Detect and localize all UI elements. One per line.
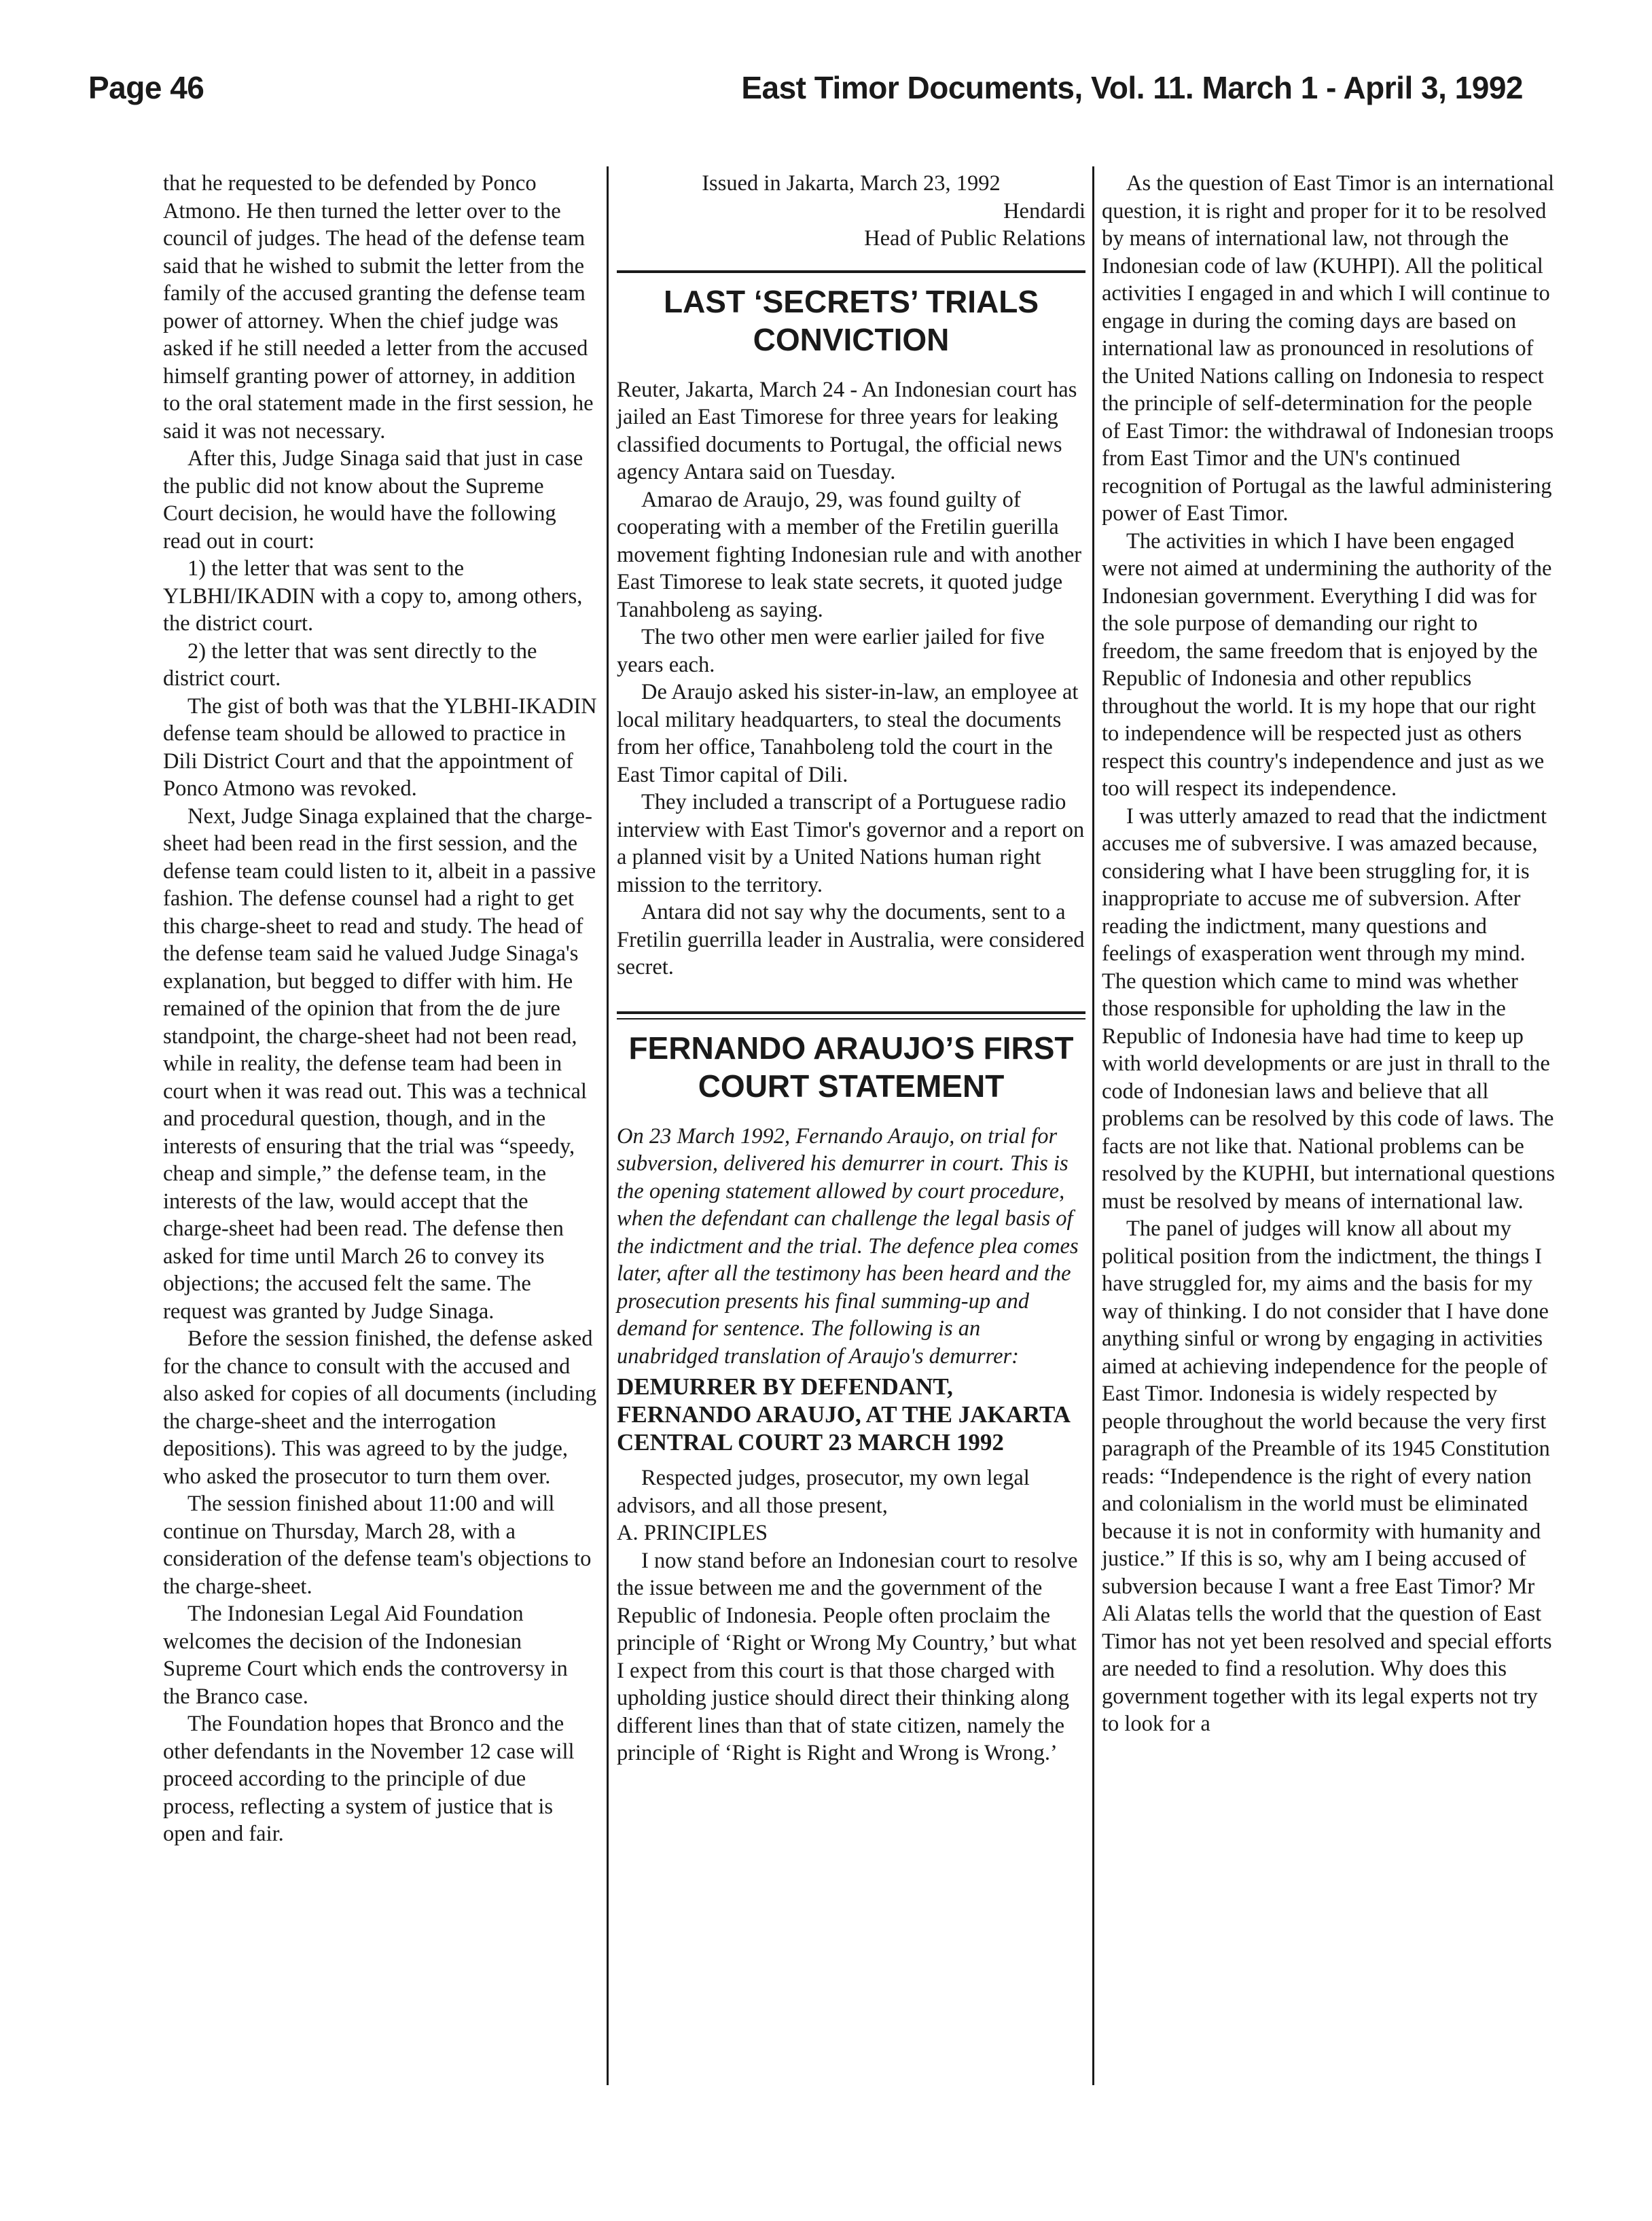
paragraph: Next, Judge Sinaga explained that the charge-sheet had been read in the first session, and the defense team could listen to it, albeit in a passive fashion. The defense counsel had a right to get this charge-sheet to read and study. The head of the defense team said he valued Judge Sinaga's explanation, but begged to differ with him. He remained of the opinion that from the de jure standpoint, the charge-sheet had not been read, while in reality, the defense team had been in court when it was read out. This was a technical and procedural question, though, and in the interests of ensuring that the trial was “speedy, cheap and simple,” the defense team, in the interests of the law, would accept that the charge-sheet had been read. The defense then asked for time until March 26 to convey its objections; the accused felt the same. The request was granted by Judge Sinaga.: [163, 803, 596, 1324]
salutation: Respected judges, prosecutor, my own legal advisors, and all those present,: [617, 1466, 1030, 1518]
paragraph: The panel of judges will know all about my political position from the indictment, the things I have struggled for, my aims and the basis for my way of thinking. I do not consider that I have done anything sinful or wrong by engaging in activities aimed at achieving independence for the people of East Timor. Indonesia is widely respected by people throughout the world because the very first paragraph of the Preamble of its 1945 Constitution reads: “Independence is the right of every nation and colonialism in the world must be eliminated because it is not in conformity with humanity and justice.” If this is so, why am I being accused of subversion because I want a free East Timor? Mr Ali Alatas tells the world that the question of East Timor has not yet been resolved and special efforts are needed to find a resolution. Why does this government together with its legal experts not try to look for a: [1102, 1216, 1552, 1736]
article-headline: FERNANDO ARAUJO’S FIRST COURT STATEMENT: [628, 1030, 1074, 1104]
issued-line: Issued in Jakarta, March 23, 1992: [702, 171, 1001, 196]
document-subheading: DEMURRER BY DEFENDANT, FERNANDO ARAUJO, AT THE JAKARTA CENTRAL COURT 23 MARCH 1992: [617, 1373, 1070, 1456]
section-label: A. PRINCIPLES: [617, 1521, 768, 1545]
paragraph: Before the session finished, the defense asked for the chance to consult with the accused and also asked for copies of all documents (including the charge-sheet and the interrogation depositions). This was agreed to by the judge, who asked the prosecutor to turn them over.: [163, 1326, 597, 1489]
paragraph: The Indonesian Legal Aid Foundation welcomes the decision of the Indonesian Supreme Court which ends the controversy in the Branco case.: [163, 1602, 568, 1709]
running-header: East Timor Documents, Vol. 11. March 1 - April 3, 1992: [741, 70, 1523, 105]
signer-name: Hendardi: [1003, 198, 1085, 223]
section-rule-thin: [617, 1018, 1085, 1019]
paragraph: I was utterly amazed to read that the indictment accuses me of subversive. I was amazed because, considering what I have been struggling for, it is inappropriate to accuse me of subversion. After reading the indictment, many questions and feelings of exasperation went through my mind. The question which came to mind was whether those responsible for upholding the law in the Republic of Indonesia have had time to keep up with world developments or are just in thrall to the code of Indonesian laws and believe that all problems can be resolved by this code of laws. The facts are not like that. National problems can be resolved by the KUPHI, but international questions must be resolved by means of international law.: [1102, 803, 1556, 1214]
article-paragraph: I now stand before an Indonesian court to resolve the issue between me and the government of the Republic of Indonesia. People often proclaim the principle of ‘Right or Wrong My Country,’ but what I expect from this court is that those charged with upholding justice should direct their thinking along different lines than that of state citizen, namely the principle of ‘Right is Right and Wrong is Wrong.’: [617, 1548, 1078, 1765]
paragraph: that he requested to be defended by Ponco Atmono. He then turned the letter over to the council of judges. The head of the defense team said that he wished to submit the letter from the family of the accused granting the defense team power of attorney. When the chief judge was asked if he still needed a letter from the accused himself granting power of attorney, in addition to the oral statement made in the first session, he said it was not necessary.: [163, 171, 594, 444]
paragraph: As the question of East Timor is an international question, it is right and proper for it to be resolved by means of international law, not through the Indonesian code of law (KUHPI). All the political activities I engaged in and which I will continue to engage in during the coming days are based on international law as pronounced in resolutions of the United Nations calling on Indonesia to respect the principle of self-determination for the people of East Timor: the withdrawal of Indonesian troops from East Timor and the UN's continued recognition of Portugal as the lawful administering power of East Timor.: [1102, 171, 1555, 526]
paragraph: After this, Judge Sinaga said that just in case the public did not know about the Supreme Court decision, he would have the following read out in court:: [163, 446, 583, 554]
column-divider-right: [1092, 166, 1094, 2085]
article-paragraph: Amarao de Araujo, 29, was found guilty of cooperating with a member of the Fretilin guerilla movement fighting Indonesian rule and with another East Timorese to leak state secrets, it quoted judge Tanahboleng as saying.: [617, 487, 1082, 622]
page-number: Page 46: [88, 70, 204, 105]
article-paragraph: Antara did not say why the documents, sent to a Fretilin guerrilla leader in Australia, were considered secret.: [617, 900, 1085, 979]
article-paragraph: De Araujo asked his sister-in-law, an employee at local military headquarters, to steal the documents from her office, Tanahboleng told the court in the East Timor capital of Dili.: [617, 680, 1079, 787]
section-rule: [617, 1011, 1085, 1014]
article-paragraph: Reuter, Jakarta, March 24 - An Indonesian court has jailed an East Timorese for three years for leaking classified documents to Portugal, the official news agency Antara said on Tuesday.: [617, 377, 1077, 484]
article-paragraph: They included a transcript of a Portuguese radio interview with East Timor's governor and a report on a planned visit by a United Nations human right mission to the territory.: [617, 790, 1085, 897]
article-headline: LAST ‘SECRETS’ TRIALS CONVICTION: [663, 283, 1039, 357]
column-3: [1102, 170, 1556, 1738]
signer-title: Head of Public Relations: [864, 226, 1085, 251]
paragraph: The session finished about 11:00 and will continue on Thursday, March 28, with a consideration of the defense team's objections to the charge-sheet.: [163, 1492, 592, 1599]
list-item: 1) the letter that was sent to the YLBHI/IKADIN with a copy to, among others, the district court.: [163, 556, 583, 636]
column-2: [617, 170, 1085, 1767]
paragraph: The Foundation hopes that Bronco and the other defendants in the November 12 case will proceed according to the principle of due process, reflecting a system of justice that is open and fair.: [163, 1712, 575, 1846]
list-item: 2) the letter that was sent directly to the district court.: [163, 638, 537, 691]
article-intro: On 23 March 1992, Fernando Araujo, on trial for subversion, delivered his demurrer in court. This is the opening statement allowed by court procedure, when the defendant can challenge the legal basis of the indictment and the trial. The defence plea comes later, after all the testimony has been heard and the prosecution presents his final summing-up and demand for sentence. The following is an unabridged translation of Araujo's demurrer:: [617, 1123, 1079, 1369]
paragraph: The activities in which I have been engaged were not aimed at undermining the authority of the Indonesian government. Everything I did was for the sole purpose of demanding our right to freedom, the same freedom that is enjoyed by the Republic of Indonesia and other republics throughout the world. It is my hope that our right to independence will be respected just as others respect this country's independence and just as we too will respect its independence.: [1102, 528, 1552, 801]
section-rule: [617, 270, 1085, 273]
column-divider-left: [607, 166, 609, 2085]
column-1: [163, 170, 598, 1848]
article-paragraph: The two other men were earlier jailed for five years each.: [617, 625, 1045, 677]
paragraph: The gist of both was that the YLBHI-IKADIN defense team should be allowed to practice in Dili District Court and that the appointment of Ponco Atmono was revoked.: [163, 693, 597, 801]
